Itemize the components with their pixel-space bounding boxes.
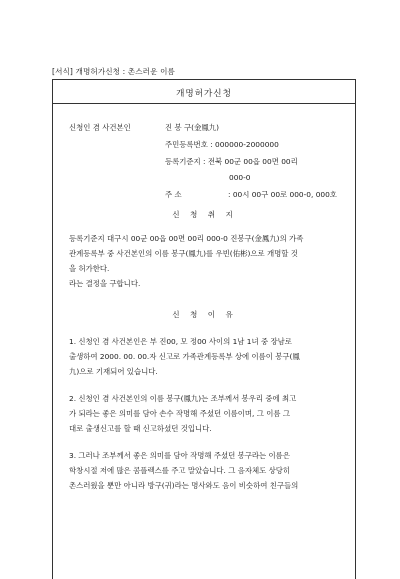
address-value: : 00시 00구 00로 000-0, 000호 — [228, 190, 337, 199]
reason-line: 九)으로 기재되어 있습니다. — [69, 367, 158, 376]
reason-item-2 — [69, 391, 345, 436]
reason-line: 1. 신청인 겸 사건본인은 부 진00, 모 정00 사이의 1남 1녀 중 장남로 — [69, 337, 292, 346]
reason-line: 출생하여 2000. 00. 00.자 신고로 가족관계등록부 상에 이름이 봉구(鳳 — [69, 352, 300, 361]
reason-line: 가 되라는 좋은 의미를 담아 손수 작명해 주셨던 이름이며, 그 이름 그 — [69, 409, 290, 418]
registry-address-line2: 000-0 — [229, 173, 251, 182]
title-divider — [53, 103, 355, 104]
reasons-heading: 신 청 이 유 — [172, 310, 236, 319]
reason-line: 학창시절 저에 많은 콤플렉스를 주고 말았습니다. 그 음자체도 상당히 — [69, 466, 291, 475]
purpose-line: 라는 결정을 구합니다. — [69, 279, 141, 288]
applicant-name: 진 봉 구(金鳳九) — [165, 123, 220, 132]
form-caption: [서식] 개명허가신청 : 촌스러운 이름 — [52, 67, 175, 76]
purpose-line: 등록기준지 대구시 00군 00읍 00면 00리 000-0 진봉구(金鳳九)의 가족 — [69, 234, 304, 243]
purpose-line: 을 허가한다. — [69, 264, 110, 273]
reason-item-1 — [69, 334, 345, 379]
registry-address-line1: 등록기준지 : 전북 00군 00읍 00면 00리 — [165, 157, 298, 166]
reason-line: 2. 신청인 겸 사건본인의 이름 봉구(鳳九)는 조부께서 봉우리 중에 최고 — [69, 394, 297, 403]
reason-line: 촌스러웠을 뿐만 아니라 방구(귀)라는 명사와도 음이 비슷하여 친구들의 — [69, 481, 299, 490]
reason-line: 대로 출생신고를 할 때 신고하셨던 것입니다. — [69, 424, 212, 433]
address-label: 주 소 — [165, 190, 182, 199]
purpose-line: 관계등록부 중 사건본인의 이름 봉구(鳳九)를 우빈(佑彬)으로 개명할 것 — [69, 249, 298, 258]
reason-item-3 — [69, 448, 345, 493]
purpose-text — [69, 231, 345, 291]
document-title: 개명허가신청 — [176, 89, 232, 99]
applicant-role: 신청인 겸 사건본인 — [69, 123, 131, 132]
application-document — [52, 79, 356, 579]
purpose-heading: 신 청 취 지 — [172, 210, 236, 219]
applicant-rrn: 주민등록번호 : 000000-2000000 — [165, 140, 279, 149]
reason-line: 3. 그러나 조부께서 좋은 의미를 담아 작명해 주셨던 봉구라는 이름은 — [69, 451, 290, 460]
